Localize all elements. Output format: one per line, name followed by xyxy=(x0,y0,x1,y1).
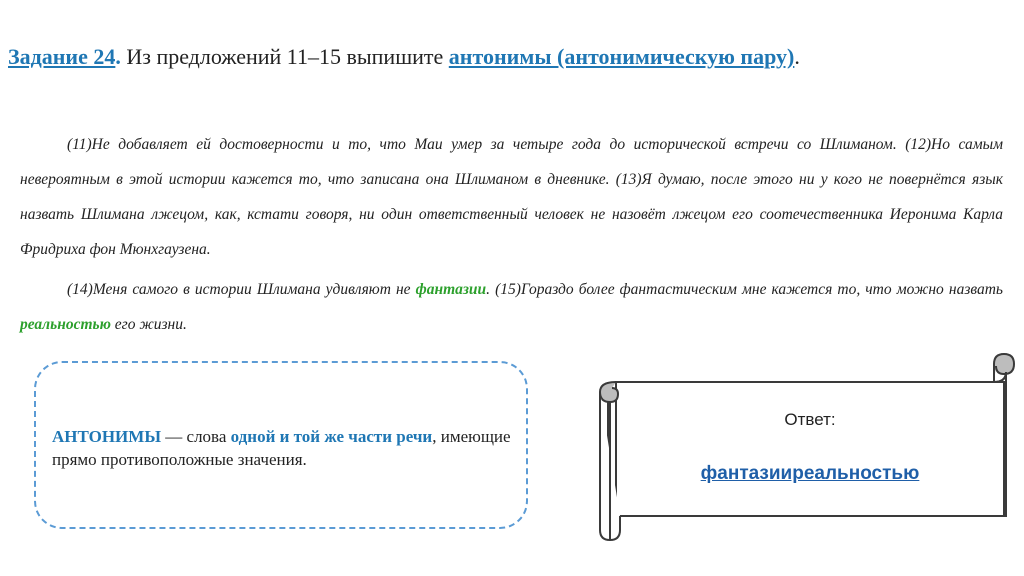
text-paragraph-1: (11)Не добавляет ей достоверности и то, что Маи умер за четыре года до исторической встречи со Шлиманом. (12)Но самым невероятным в этой истории кажется то, что записана она Шлиманом в дневнике. (13)Я думаю, после этого ни у кого не повернётся язык назвать Шлимана лжецом, как, кстати говоря, ни один ответственный человек не назовёт лжецом его соотечественника Иеронима Карла Фридриха фон Мюнхгаузена. xyxy=(20,136,1003,258)
definition-text xyxy=(52,425,522,471)
answer-scroll xyxy=(596,352,1020,544)
antonyms-link[interactable]: антонимы (антонимическую пару) xyxy=(448,44,795,69)
scroll-sheet xyxy=(616,382,1004,516)
highlight-word-fantasies: фантазии xyxy=(415,281,487,298)
definition-term: АНТОНИМЫ xyxy=(52,427,162,446)
answer-label: Ответ: xyxy=(784,410,836,429)
task-heading xyxy=(8,42,1008,72)
definition-box xyxy=(34,361,528,529)
definition-highlight: одной и той же части речи xyxy=(230,427,433,446)
definition-rest: , имеющие прямо противоположные значения. xyxy=(52,427,511,469)
answer-value: фантазииреальностью xyxy=(700,463,920,484)
definition-dash: — слова xyxy=(161,427,231,446)
task-number-dot: . xyxy=(115,44,121,69)
highlight-word-reality: реальностью xyxy=(20,316,111,333)
text-paragraph-2 xyxy=(20,272,1003,342)
paragraph2-part3: его жизни. xyxy=(110,316,187,333)
task-instruction: Из предложений 11–15 выпишите xyxy=(120,44,449,69)
paragraph2-part1: (14)Меня самого в истории Шлимана удивляют не xyxy=(67,281,416,298)
paragraph2-part2: . (15)Гораздо более фантастическим мне кажется то, что можно назвать xyxy=(486,281,1003,298)
task-number-link[interactable]: Задание 24 xyxy=(8,44,116,69)
task-end-dot: . xyxy=(794,44,800,69)
